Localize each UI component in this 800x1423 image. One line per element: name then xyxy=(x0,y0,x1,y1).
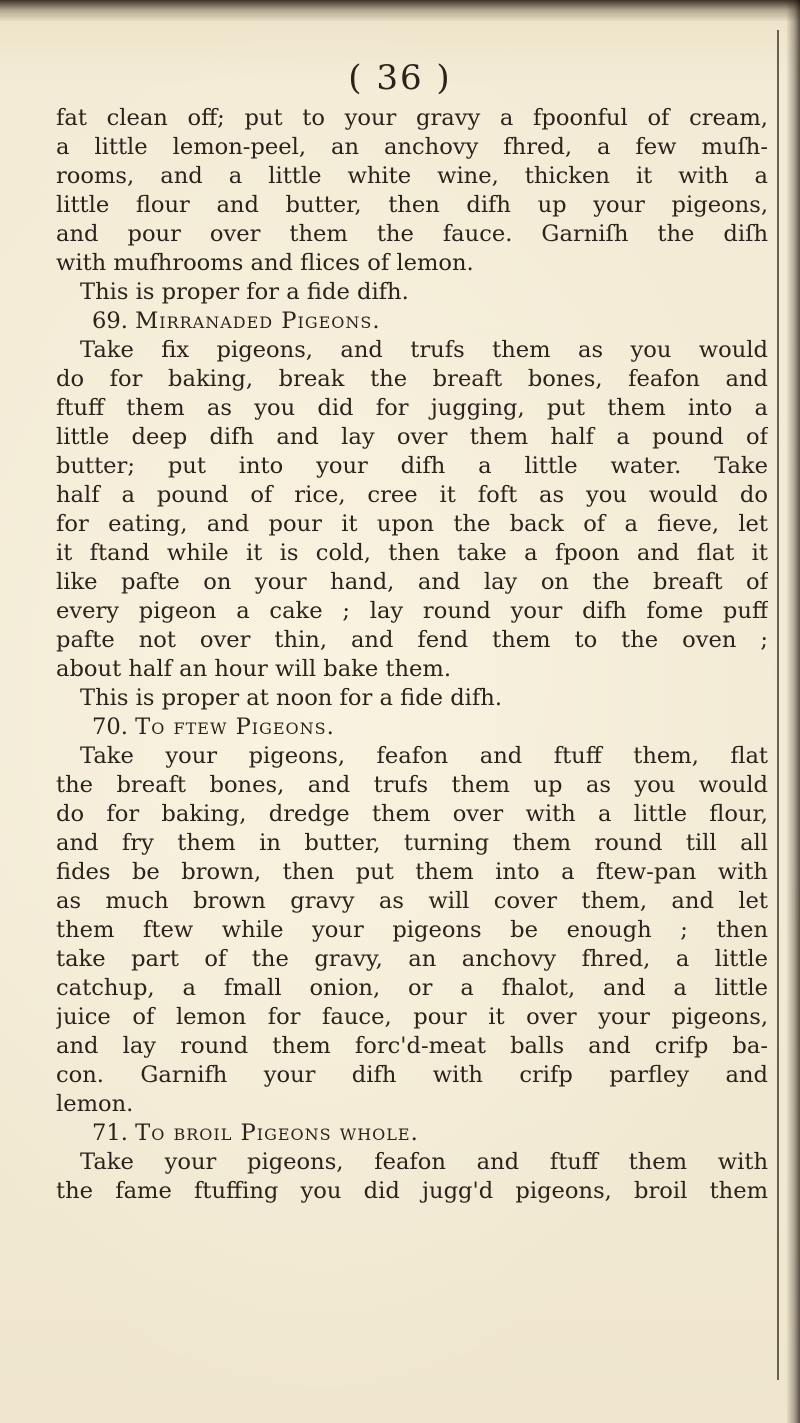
recipe-heading xyxy=(56,1119,768,1148)
text-line: Take fix pigeons, and trufs them as you would xyxy=(80,337,768,363)
text-line: as much brown gravy as will cover them, and let xyxy=(56,888,768,914)
text-line: Take your pigeons, feafon and ftuff them with xyxy=(80,1149,768,1175)
text-line: it ftand while it is cold, then take a fpoon and flat it xyxy=(56,540,768,566)
page-number: ( 36 ) xyxy=(348,58,452,98)
text-line: half a pound of rice, cree it foft as you would do xyxy=(56,482,768,508)
recipe-number: 70. xyxy=(92,714,128,740)
text-line: and lay round them forc'd-meat balls and crifp ba- xyxy=(56,1033,768,1059)
text-line: with mufhrooms and flices of lemon. xyxy=(56,250,474,276)
page-top-shadow xyxy=(0,0,800,22)
text-line: pafte not over thin, and fend them to the oven ; xyxy=(56,627,768,653)
recipe-number: 69. xyxy=(92,308,128,334)
text-line: the breaft bones, and trufs them up as you would xyxy=(56,772,768,798)
text-line: fides be brown, then put them into a ftew-pan with xyxy=(56,859,768,885)
text-line: This is proper for a fide difh. xyxy=(80,279,409,305)
text-line: This is proper at noon for a fide difh. xyxy=(80,685,503,711)
text-line: a little lemon-peel, an anchovy fhred, a few muſh- xyxy=(56,134,768,160)
recipe-heading xyxy=(56,307,768,336)
text-line: little flour and butter, then difh up your pigeons, xyxy=(56,192,768,218)
recipe-title: To broil Pigeons whole. xyxy=(135,1120,419,1146)
text-line: them ftew while your pigeons be enough ; then xyxy=(56,917,768,943)
page-body xyxy=(56,104,768,1206)
text-line: like pafte on your hand, and lay on the breaft of xyxy=(56,569,768,595)
recipe-heading xyxy=(56,713,768,742)
right-margin-rule xyxy=(777,30,779,1380)
text-line: Take your pigeons, feafon and ftuff them, flat xyxy=(80,743,768,769)
text-line: do for baking, dredge them over with a little flour, xyxy=(56,801,768,827)
text-line: con. Garnifh your difh with crifp parfley and xyxy=(56,1062,768,1088)
text-line: do for baking, break the breaft bones, feafon and xyxy=(56,366,768,392)
text-line: fat clean off; put to your gravy a fpoonful of cream, xyxy=(56,105,768,131)
text-line: juice of lemon for fauce, pour it over your pigeons, xyxy=(56,1004,768,1030)
text-line: about half an hour will bake them. xyxy=(56,656,452,682)
text-line: catchup, a fmall onion, or a fhalot, and a little xyxy=(56,975,768,1001)
text-line: the fame ftuffing you did jugg'd pigeons, broil them xyxy=(56,1178,768,1204)
text-line: lemon. xyxy=(56,1091,134,1117)
text-line: butter; put into your difh a little water. Take xyxy=(56,453,768,479)
recipe-title: Mirranaded Pigeons. xyxy=(135,308,381,334)
page-right-edge xyxy=(786,0,800,1423)
text-line: rooms, and a little white wine, thicken it with a xyxy=(56,163,768,189)
text-line: little deep difh and lay over them half a pound of xyxy=(56,424,768,450)
text-line: ftuff them as you did for jugging, put them into a xyxy=(56,395,768,421)
text-line: and fry them in butter, turning them round till all xyxy=(56,830,768,856)
text-line: every pigeon a cake ; lay round your difh fome puff xyxy=(56,598,768,624)
text-line: and pour over them the fauce. Garniſh the diſh xyxy=(56,221,768,247)
recipe-number: 71. xyxy=(92,1120,128,1146)
recipe-title: To ftew Pigeons. xyxy=(135,714,335,740)
text-line: take part of the gravy, an anchovy fhred, a little xyxy=(56,946,768,972)
text-line: for eating, and pour it upon the back of a fieve, let xyxy=(56,511,768,537)
